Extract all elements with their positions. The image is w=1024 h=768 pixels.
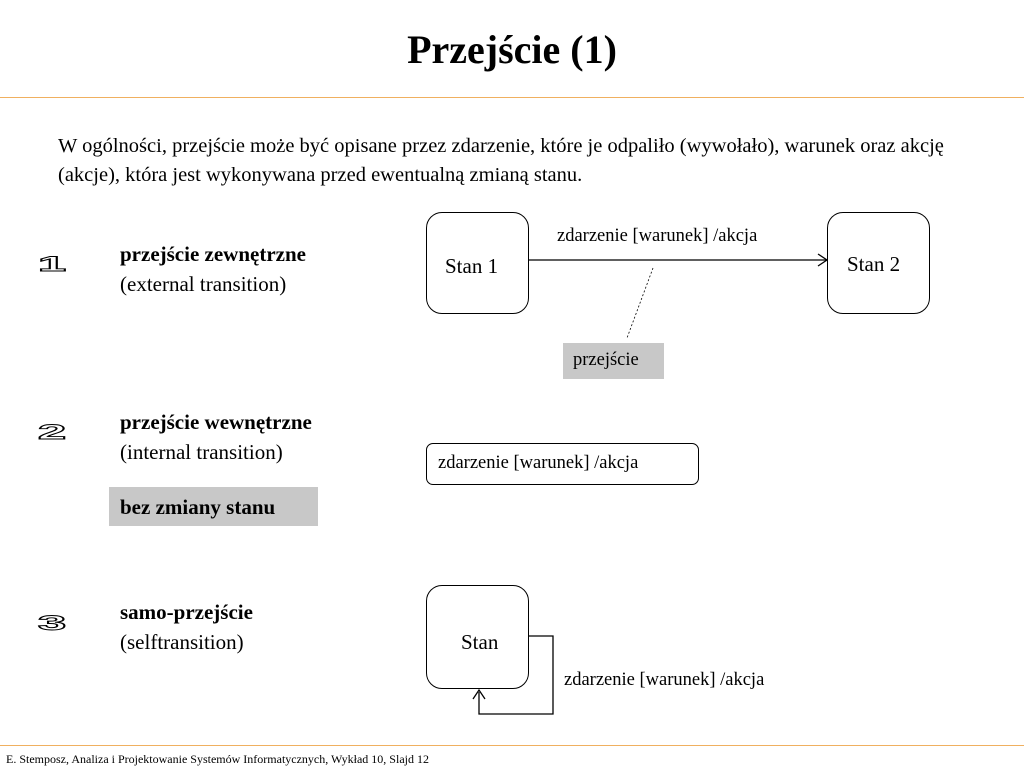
self-state-box bbox=[426, 585, 529, 689]
state-2-label: Stan 2 bbox=[847, 252, 901, 276]
state-2-box bbox=[827, 212, 930, 314]
slide-title: Przejście (1) bbox=[407, 27, 617, 72]
intro-paragraph: W ogólności, przejście może być opisane przez zdarzenie, które je odpaliło (wywołało), warunek oraz akcję (akcje), która jest wykonywana przed ewentualną zmianą stanu. bbox=[58, 135, 944, 186]
transition-annotation-label: przejście bbox=[573, 350, 639, 370]
internal-transition-box bbox=[426, 443, 699, 485]
slide-footer: E. Stemposz, Analiza i Projektowanie Systemów Informatycznych, Wykład 10, Slajd 12 bbox=[6, 752, 429, 766]
section-1-heading: przejście zewnętrzne bbox=[120, 242, 306, 266]
state-1-box bbox=[426, 212, 529, 314]
section-1-subheading: (external transition) bbox=[120, 272, 287, 296]
section-number-2-label: 2 bbox=[37, 420, 67, 444]
internal-transition-label: zdarzenie [warunek] /akcja bbox=[438, 453, 639, 473]
self-transition-label: zdarzenie [warunek] /akcja bbox=[564, 670, 765, 690]
section-number-3-label: 3 bbox=[37, 611, 67, 635]
section-3-subheading: (selftransition) bbox=[120, 630, 244, 654]
external-transition-label: zdarzenie [warunek] /akcja bbox=[557, 226, 758, 246]
section-2-subheading: (internal transition) bbox=[120, 440, 283, 464]
self-state-label: Stan bbox=[461, 630, 499, 654]
transition-annotation-box bbox=[563, 343, 664, 379]
annotation-leader-line bbox=[627, 268, 653, 338]
no-state-change-label: bez zmiany stanu bbox=[120, 495, 276, 519]
footer-divider bbox=[0, 745, 1024, 746]
state-1-label: Stan 1 bbox=[445, 254, 499, 278]
section-number-1-label: 1 bbox=[37, 252, 67, 276]
section-3-heading: samo-przejście bbox=[120, 600, 253, 624]
section-2-heading: przejście wewnętrzne bbox=[120, 410, 312, 434]
